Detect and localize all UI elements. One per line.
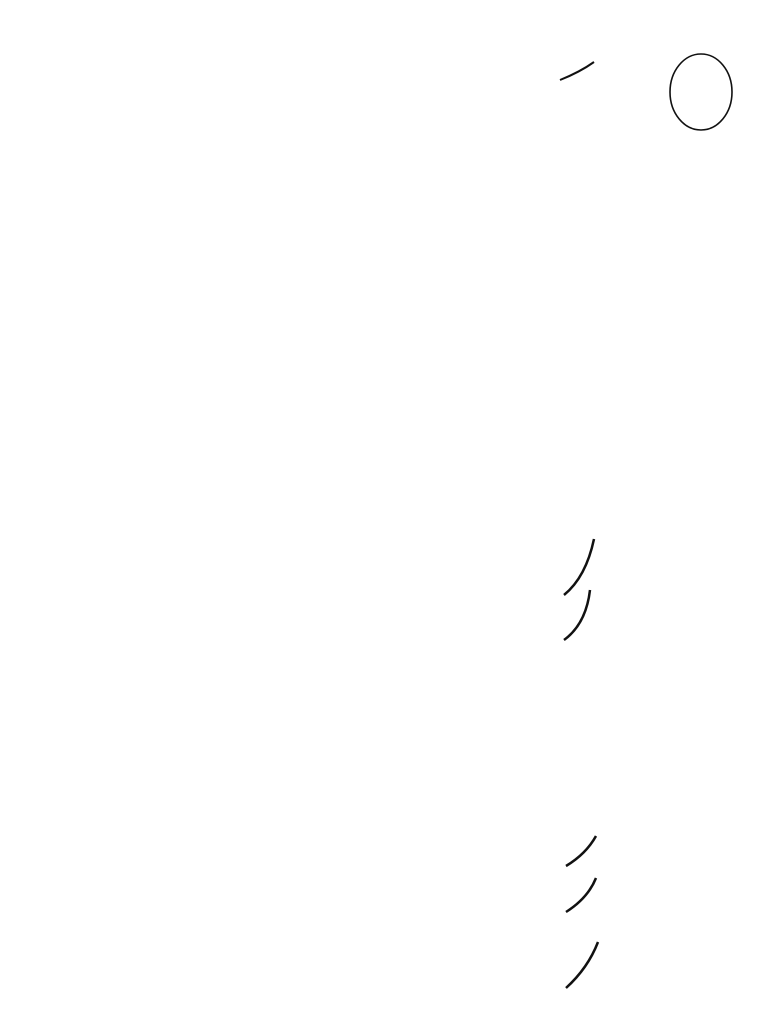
handwritten-margin-number	[96, 4, 146, 124]
circled-score	[666, 50, 736, 134]
check-mark	[560, 62, 594, 80]
check-mark	[564, 539, 594, 595]
check-mark	[566, 836, 596, 866]
check-mark	[566, 942, 598, 988]
check-mark	[566, 878, 596, 912]
check-mark	[564, 590, 590, 640]
